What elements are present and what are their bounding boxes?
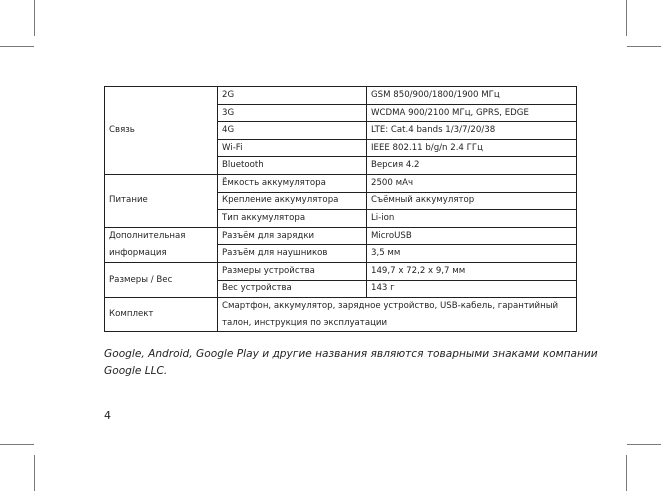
crop-mark-bottom-right: [627, 444, 661, 445]
crop-mark-top-right: [627, 46, 661, 47]
value-cell: Li-ion: [367, 210, 577, 228]
value-cell: 2500 мАч: [367, 174, 577, 192]
param-cell: Вес устройства: [218, 280, 367, 298]
param-cell: 4G: [218, 122, 367, 140]
crop-mark-bottom-left: [0, 444, 34, 445]
crop-mark-top-left: [0, 46, 34, 47]
category-cell: Комплект: [105, 298, 218, 332]
value-cell: LTE: Cat.4 bands 1/3/7/20/38: [367, 122, 577, 140]
param-cell: Крепление аккумулятора: [218, 192, 367, 210]
param-cell: Размеры устройства: [218, 262, 367, 280]
param-cell: Wi-Fi: [218, 139, 367, 157]
param-cell: Тип аккумулятора: [218, 210, 367, 228]
param-cell: Ёмкость аккумулятора: [218, 174, 367, 192]
value-cell: GSM 850/900/1800/1900 МГц: [367, 87, 577, 105]
table-row: [105, 298, 577, 332]
param-cell: Разъём для наушников: [218, 245, 367, 263]
param-cell: Разъём для зарядки: [218, 227, 367, 245]
param-cell: 2G: [218, 87, 367, 105]
table-row: [105, 262, 577, 280]
category-cell: Размеры / Вес: [105, 262, 218, 297]
category-cell: Питание: [105, 174, 218, 227]
value-cell: Смартфон, аккумулятор, зарядное устройство, USB-кабель, гарантийный талон, инструкция по эксплуатации: [218, 298, 577, 332]
param-cell: Bluetooth: [218, 157, 367, 175]
value-cell: Съёмный аккумулятор: [367, 192, 577, 210]
value-cell: IEEE 802.11 b/g/n 2.4 ГГц: [367, 139, 577, 157]
value-cell: 143 г: [367, 280, 577, 298]
value-cell: Версия 4.2: [367, 157, 577, 175]
table-row: [105, 87, 577, 105]
value-cell: MicroUSB: [367, 227, 577, 245]
trademark-note: Google, Android, Google Play и другие названия являются товарными знаками компании Google LLC.: [104, 348, 598, 377]
table-row: [105, 174, 577, 192]
param-cell: 3G: [218, 104, 367, 122]
value-cell: 3,5 мм: [367, 245, 577, 263]
crop-mark-bottom-left: [34, 455, 35, 491]
category-cell: Связь: [105, 87, 218, 175]
crop-mark-bottom-right: [626, 455, 627, 491]
specifications-table: [104, 86, 577, 332]
crop-mark-top-left: [34, 0, 35, 36]
category-cell: Дополнительная информация: [105, 227, 218, 262]
page-number: 4: [104, 409, 111, 422]
crop-mark-top-right: [626, 0, 627, 36]
value-cell: WCDMA 900/2100 МГц, GPRS, EDGE: [367, 104, 577, 122]
table-row: [105, 227, 577, 245]
value-cell: 149,7 x 72,2 x 9,7 мм: [367, 262, 577, 280]
